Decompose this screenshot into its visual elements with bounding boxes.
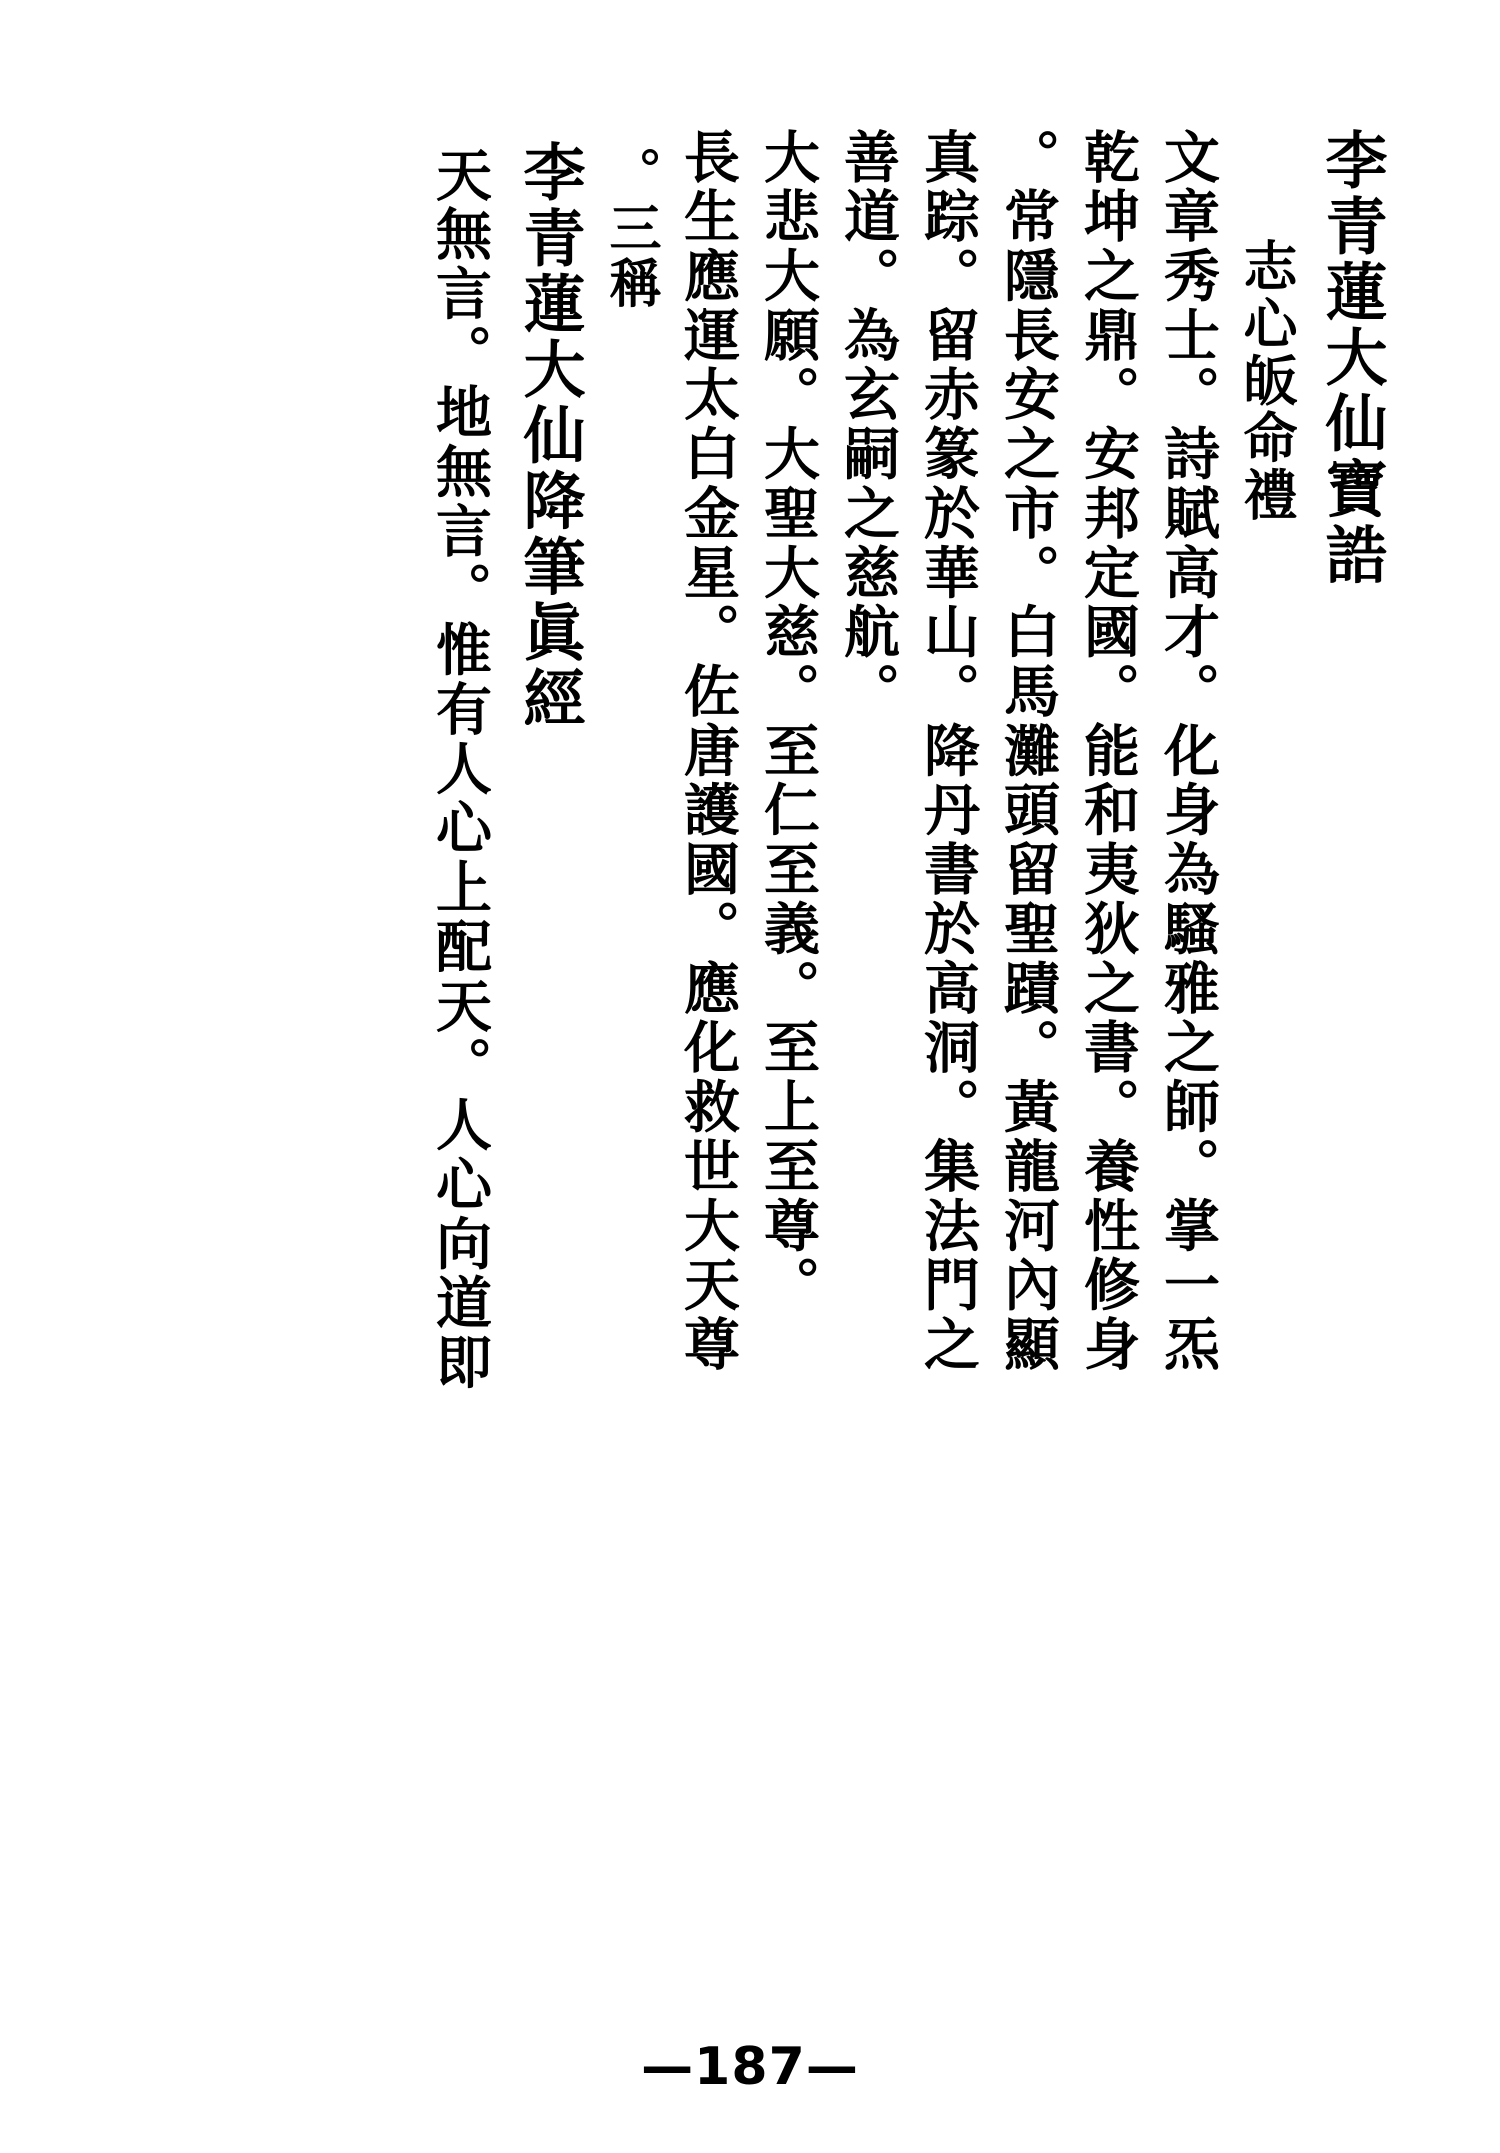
scripture-title-primary: 李青蓮大仙寶誥 [1315,128,1388,589]
scripture-title-secondary: 李青蓮大仙降筆眞經 [513,140,586,732]
body-column-3: 。常隱長安之市。白馬灘頭留聖蹟。黃龍河內顯 [995,128,1061,1375]
body-column-9: 天無言。地無言。惟有人心上配天。人心向道即 [427,146,493,1393]
page-number: —187— [641,2037,859,2097]
invocation-subheading: 志心皈命禮 [1235,238,1299,525]
body-column-1: 文章秀士。詩賦高才。化身為騷雅之師。掌一炁 [1155,128,1221,1375]
body-column-7: 長生應運太白金星。佐唐護國。應化救世大天尊 [675,128,741,1375]
vertical-text-body [112,128,1388,1958]
body-column-4: 真踪。留赤篆於華山。降丹書於高洞。集法門之 [915,128,981,1375]
body-column-2: 乾坤之鼎。安邦定國。能和夷狄之書。養性修身 [1075,128,1141,1375]
body-column-8-repeat-note: 。三稱 [600,146,661,312]
body-column-6: 大悲大願。大聖大慈。至仁至義。至上至尊。 [755,128,821,1316]
body-column-5: 善道。為玄嗣之慈航。 [835,128,901,722]
